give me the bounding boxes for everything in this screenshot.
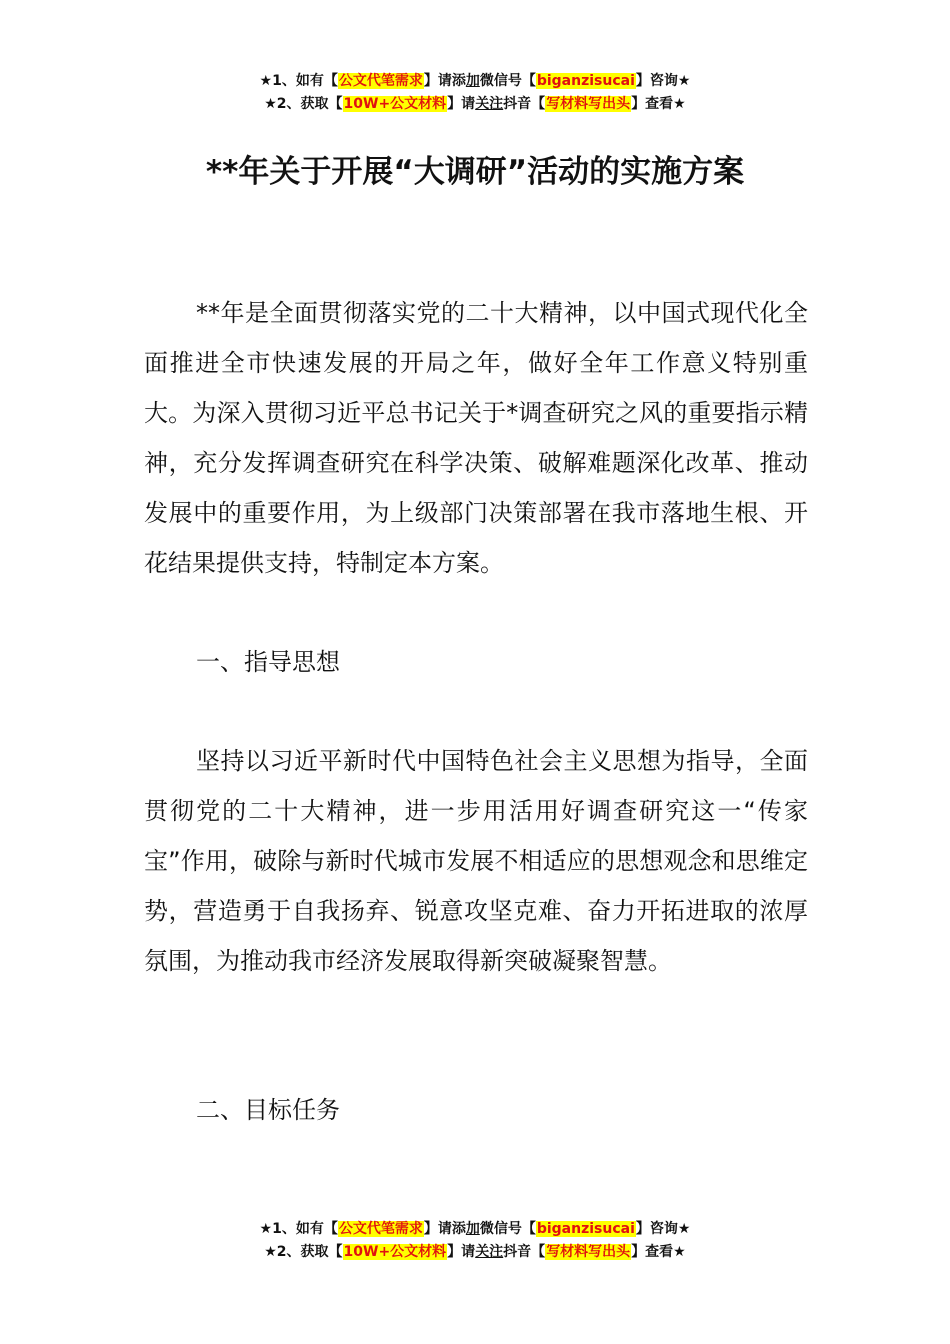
promo-line-2-mid: 】请 (447, 1244, 476, 1260)
promo-line-1-underlined: 加 (465, 73, 480, 89)
promo-highlight-writing-service: 公文代笔需求 (338, 73, 423, 89)
promo-line-2 (0, 93, 950, 116)
promo-line-2-mid2: 抖音【 (503, 96, 546, 112)
body-paragraph-guiding-ideology: 坚持以习近平新时代中国特色社会主义思想为指导，全面贯彻党的二十大精神，进一步用活用好调查研究这一“传家宝”作用，破除与新时代城市发展不相适应的思想观念和思维定势，营造勇于自我扬弃、锐意攻坚克难、奋力开拓进取的浓厚氛围，为推动我市经济发展取得新突破凝聚智慧。 (144, 747, 808, 975)
bottom-promo-banner (0, 1218, 950, 1264)
promo-line-2-prefix: ★2、获取【 (264, 1244, 343, 1260)
promo-line-1-prefix: ★1、如有【 (259, 73, 338, 89)
promo-highlight-wechat-id: biganzisucai (536, 1221, 635, 1237)
promo-highlight-materials: 10W+公文材料 (343, 96, 447, 112)
section-heading-goals-tasks: 二、目标任务 (196, 1096, 340, 1124)
promo-highlight-douyin-account: 写材料写出头 (546, 96, 631, 112)
promo-line-1-suffix: 】咨询★ (635, 1221, 691, 1237)
body-paragraph-intro: **年是全面贯彻落实党的二十大精神，以中国式现代化全面推进全市快速发展的开局之年，做好全年工作意义特别重大。为深入贯彻习近平总书记关于*调查研究之风的重要指示精神，充分发挥调查研究在科学决策、破解难题深化改革、推动发展中的重要作用，为上级部门决策部署在我市落地生根、开花结果提供支持，特制定本方案。 (144, 299, 808, 577)
document-title: **年关于开展“大调研”活动的实施方案 (205, 154, 745, 190)
section-heading-guiding-ideology: 一、指导思想 (196, 648, 340, 676)
promo-line-1 (0, 70, 950, 93)
promo-line-1-underlined: 加 (465, 1221, 480, 1237)
promo-line-1-mid: 】请添 (423, 73, 466, 89)
promo-line-2-suffix: 】查看★ (631, 96, 686, 112)
promo-line-1-mid2: 微信号【 (479, 73, 536, 89)
promo-line-1-suffix: 】咨询★ (635, 73, 691, 89)
promo-line-2-underlined: 关注 (475, 1244, 504, 1260)
promo-line-2 (0, 1241, 950, 1264)
promo-highlight-materials: 10W+公文材料 (343, 1244, 447, 1260)
promo-line-1-prefix: ★1、如有【 (259, 1221, 338, 1237)
promo-highlight-writing-service: 公文代笔需求 (338, 1221, 423, 1237)
promo-highlight-douyin-account: 写材料写出头 (546, 1244, 631, 1260)
promo-line-2-mid2: 抖音【 (503, 1244, 546, 1260)
promo-highlight-wechat-id: biganzisucai (536, 73, 635, 89)
top-promo-banner (0, 70, 950, 116)
promo-line-2-prefix: ★2、获取【 (264, 96, 343, 112)
promo-line-1-mid2: 微信号【 (479, 1221, 536, 1237)
promo-line-1 (0, 1218, 950, 1241)
promo-line-1-mid: 】请添 (423, 1221, 466, 1237)
promo-line-2-suffix: 】查看★ (631, 1244, 686, 1260)
promo-line-2-mid: 】请 (447, 96, 476, 112)
promo-line-2-underlined: 关注 (475, 96, 504, 112)
